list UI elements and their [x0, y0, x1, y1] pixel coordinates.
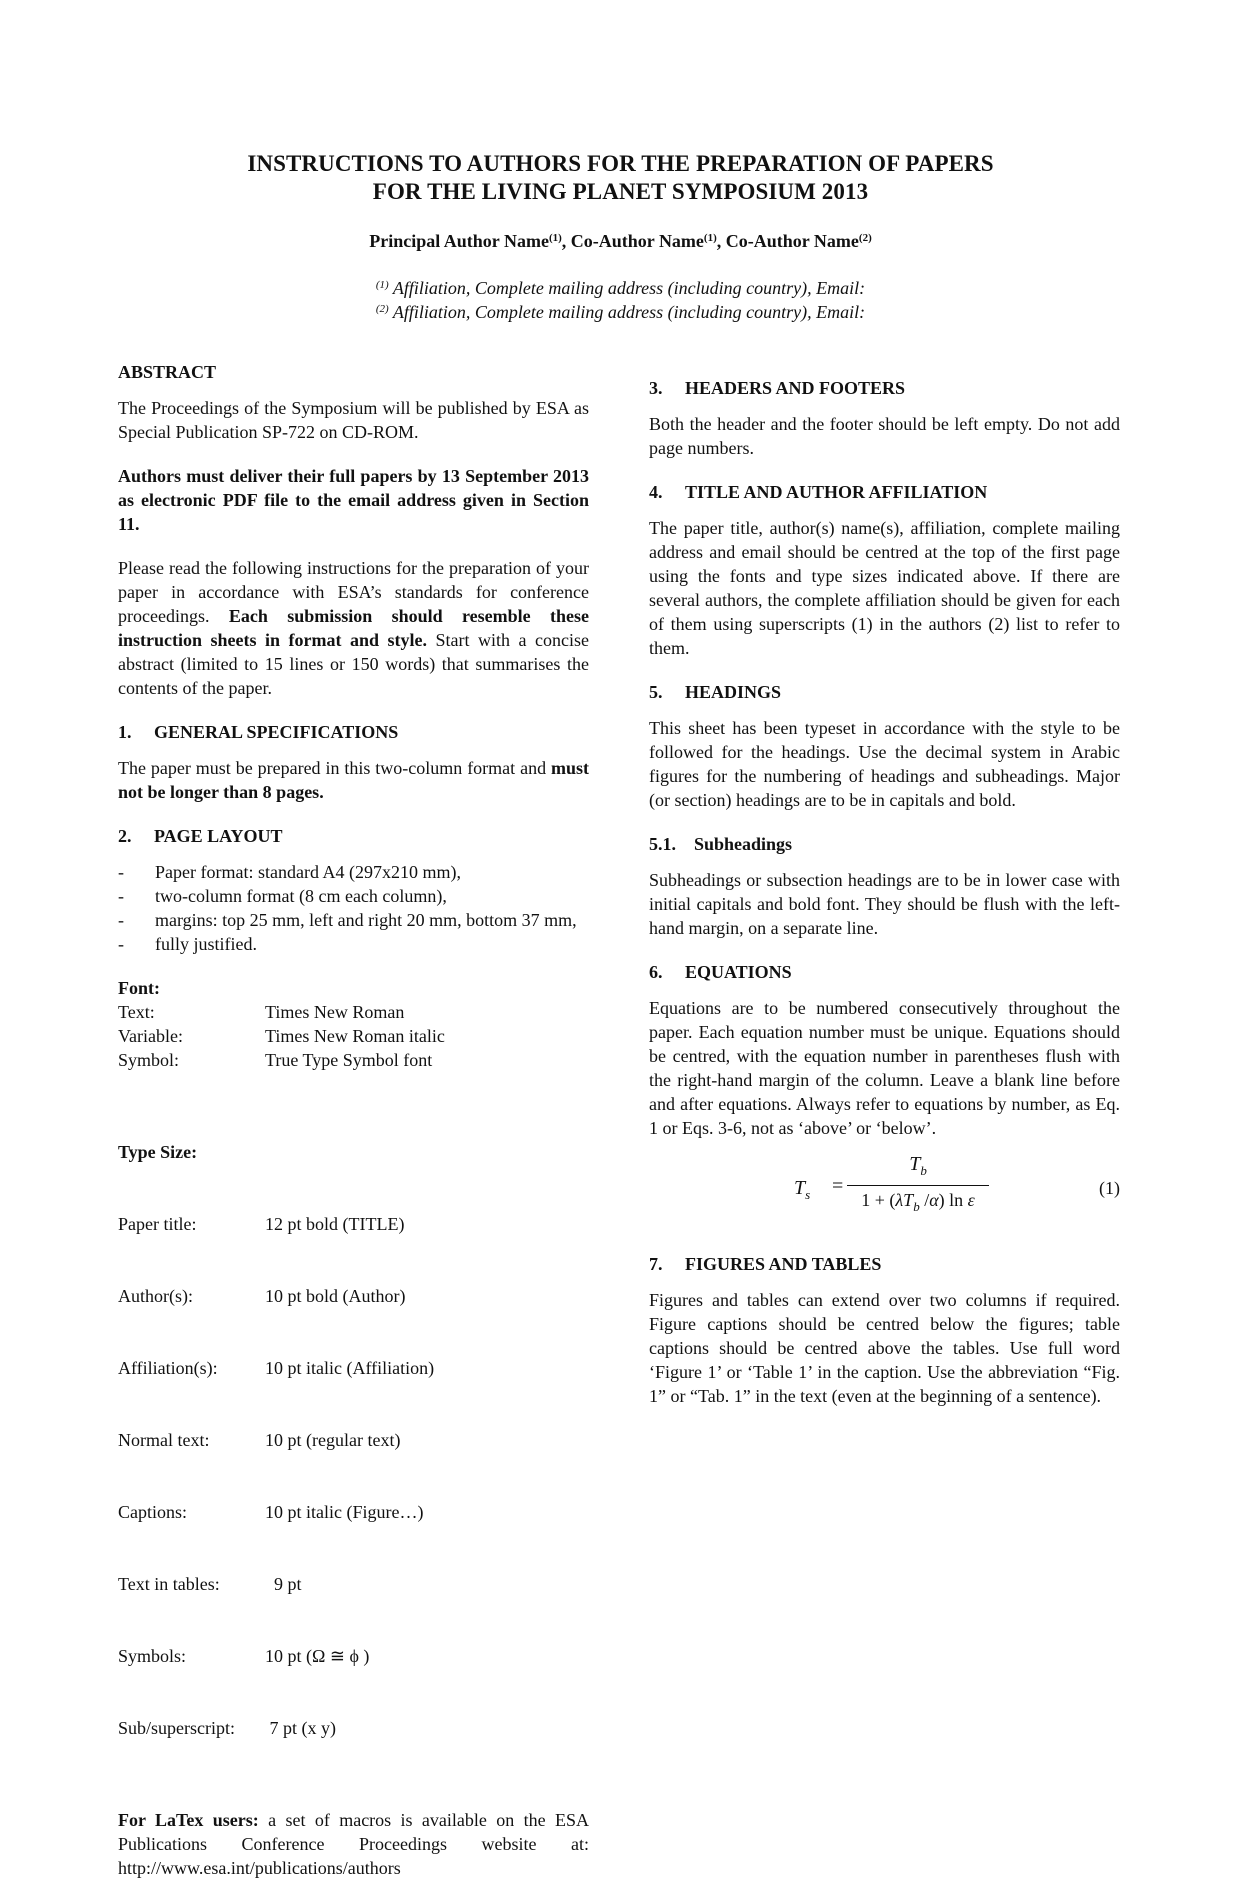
section-number: 2.: [118, 826, 132, 846]
affiliation-text: Affiliation, Complete mailing address (including country), Email:: [388, 302, 866, 322]
spec-value: 9 pt: [265, 1574, 302, 1594]
type-size-row: [118, 1500, 589, 1524]
equation-text: /: [919, 1190, 930, 1210]
spec-value: 10 pt (regular text): [265, 1430, 401, 1450]
abstract-paragraph-1: The Proceedings of the Symposium will be published by ESA as Special Publication SP-722 on CD-ROM.: [118, 398, 589, 442]
abstract-text: Start with a concise abstract (limited to 15 lines or 150 words) that summarises the contents of the paper.: [118, 630, 589, 698]
author-superscript: (2): [858, 232, 872, 244]
equation-symbol: ε: [967, 1190, 975, 1210]
section-3-paragraph: Both the header and the footer should be left empty. Do not add page numbers.: [649, 414, 1120, 458]
font-heading: Font:: [118, 978, 160, 998]
equation-numerator: [847, 1152, 989, 1186]
spec-key: Text in tables:: [118, 1574, 220, 1594]
section-title: TITLE AND AUTHOR AFFILIATION: [685, 482, 988, 502]
author-name: Co-Author Name: [725, 231, 859, 251]
author-name: Co-Author Name: [570, 231, 704, 251]
section-heading-1: [118, 720, 589, 744]
abstract-heading: ABSTRACT: [118, 362, 217, 382]
equation-symbol: λT: [895, 1190, 914, 1210]
author-separator: ,: [716, 231, 726, 251]
author-superscript: (1): [548, 232, 562, 244]
spec-value: 7 pt (x y): [265, 1718, 336, 1738]
dash-bullet: -: [118, 886, 124, 906]
equation-number: (1): [1099, 1178, 1120, 1198]
type-size-row: [118, 1428, 589, 1452]
spec-key: Text:: [118, 1002, 155, 1022]
list-item-text: fully justified.: [155, 934, 257, 954]
section-heading-7: [649, 1252, 1120, 1276]
list-item: [118, 932, 589, 956]
paper-title-line-2: FOR THE LIVING PLANET SYMPOSIUM 2013: [372, 179, 869, 204]
font-spec-row: [118, 1048, 589, 1072]
list-item-text: two-column format (8 cm each column),: [155, 886, 447, 906]
section-title: HEADERS AND FOOTERS: [685, 378, 906, 398]
affiliations: [0, 276, 1241, 324]
equation-subscript: b: [913, 1199, 920, 1214]
page-layout-list: [118, 860, 589, 956]
spec-value: True Type Symbol font: [265, 1050, 433, 1070]
affiliation-text: Affiliation, Complete mailing address (including country), Email:: [388, 278, 866, 298]
latex-text[interactable]: a set of macros is available on the ESA Publications Conference Proceedings website at: http://www.esa.int/publications/authors: [118, 1810, 589, 1878]
spec-key: Sub/superscript:: [118, 1718, 235, 1738]
section-number: 6.: [649, 962, 663, 982]
section-7-paragraph: Figures and tables can extend over two columns if required. Figure captions should be centred below the figures; table captions should be centred above the tables. Use full word ‘Figure 1’ or ‘Table 1’ in the caption. Use the abbreviation “Fig. 1” or “Tab. 1” in the text (even at the beginning of a sentence).: [649, 1290, 1120, 1406]
type-size-row: [118, 1284, 589, 1308]
equation-denominator: [847, 1186, 989, 1219]
equation-fraction: [847, 1152, 989, 1219]
font-spec-row: [118, 1024, 589, 1048]
spec-key: Variable:: [118, 1026, 183, 1046]
left-column: [118, 360, 589, 1900]
author-superscript: (1): [703, 232, 717, 244]
type-size-block: [118, 1092, 589, 1788]
equation-lhs: [794, 1176, 810, 1207]
section-title: PAGE LAYOUT: [154, 826, 283, 846]
abstract-deadline-paragraph: Authors must deliver their full papers by 13 September 2013 as electronic PDF file to the email address given in Section 11.: [118, 466, 589, 534]
section-title: HEADINGS: [685, 682, 782, 702]
section-number: 3.: [649, 378, 663, 398]
abstract-paragraph-3: [118, 556, 589, 700]
spec-key: Captions:: [118, 1502, 188, 1522]
section-text: The paper must be prepared in this two-column format and: [118, 758, 551, 778]
list-item-text: margins: top 25 mm, left and right 20 mm, bottom 37 mm,: [155, 910, 577, 930]
type-size-row: [118, 1644, 589, 1668]
section-title: FIGURES AND TABLES: [685, 1254, 882, 1274]
spec-key: Author(s):: [118, 1286, 193, 1306]
section-5-paragraph: This sheet has been typeset in accordance with the style to be followed for the headings. Use the decimal system in Arabic figures for the numbering of headings and subheadings. Major (or section) headings are to be in capitals and bold.: [649, 718, 1120, 810]
spec-value: Times New Roman italic: [265, 1026, 445, 1046]
section-emphasis: must not be longer than 8 pages.: [118, 758, 589, 802]
spec-value: 10 pt italic (Affiliation): [265, 1358, 435, 1378]
section-1-paragraph: [118, 756, 589, 804]
equation-1: [649, 1152, 1120, 1228]
subsection-title: Subheadings: [694, 834, 793, 854]
equation-text: 1 + (: [861, 1190, 896, 1210]
section-title: GENERAL SPECIFICATIONS: [154, 722, 399, 742]
section-number: 7.: [649, 1254, 663, 1274]
subsection-5-1-paragraph: Subheadings or subsection headings are to be in lower case with initial capitals and bold font. They should be flush with the left-hand margin, on a separate line.: [649, 870, 1120, 938]
affiliation-line: [0, 300, 1241, 324]
equation-subscript: s: [805, 1187, 811, 1202]
dash-bullet: -: [118, 934, 124, 954]
equation-subscript: b: [920, 1163, 927, 1178]
type-size-row: [118, 1572, 589, 1596]
latex-label: For LaTex users:: [118, 1810, 259, 1830]
spec-key: Symbol:: [118, 1050, 180, 1070]
type-size-row: [118, 1716, 589, 1740]
paper-title: [0, 150, 1241, 206]
spec-value: 10 pt bold (Author): [265, 1286, 406, 1306]
section-heading-2: [118, 824, 589, 848]
author-name: Principal Author Name: [369, 231, 549, 251]
spec-key: Normal text:: [118, 1430, 210, 1450]
section-number: 4.: [649, 482, 663, 502]
spec-value: 10 pt (Ω ≅ ϕ ): [265, 1646, 370, 1666]
spec-key: Affiliation(s):: [118, 1358, 218, 1378]
subsection-number: 5.1.: [649, 834, 676, 854]
abstract-emphasis: Each submission should resemble these instruction sheets in format and style.: [118, 606, 590, 650]
list-item: [118, 860, 589, 884]
spec-value: 10 pt italic (Figure…): [265, 1502, 424, 1522]
type-size-heading: Type Size:: [118, 1142, 198, 1162]
section-number: 5.: [649, 682, 663, 702]
list-item: [118, 908, 589, 932]
spec-value: Times New Roman: [265, 1002, 405, 1022]
spec-key: Paper title:: [118, 1214, 197, 1234]
type-size-row: [118, 1356, 589, 1380]
section-4-paragraph: The paper title, author(s) name(s), affiliation, complete mailing address and email should be centred at the top of the first page using the fonts and type sizes indicated above. If there are several authors, the complete affiliation should be given for each of them using superscripts (1) in the authors (2) list to refer to them.: [649, 518, 1120, 658]
font-spec-block: [118, 976, 589, 1072]
latex-paragraph: [118, 1808, 589, 1880]
spec-value: 12 pt bold (TITLE): [265, 1214, 405, 1234]
affiliation-superscript: (2): [375, 303, 389, 315]
section-6-paragraph: Equations are to be numbered consecutively throughout the paper. Each equation number must be unique. Equations should be centred, with the equation number in parentheses flush with the right-hand margin of the column. Leave a blank line before and after equations. Always refer to equations by number, as Eq. 1 or Eqs. 3-6, not as ‘above’ or ‘below’.: [649, 998, 1120, 1138]
spec-key: Symbols:: [118, 1646, 187, 1666]
font-spec-row: [118, 1000, 589, 1024]
section-heading-6: [649, 960, 1120, 984]
subsection-heading-5-1: [649, 832, 1120, 856]
section-heading-3: [649, 376, 1120, 400]
equation-symbol: T: [909, 1153, 921, 1175]
section-number: 1.: [118, 722, 132, 742]
affiliation-superscript: (1): [375, 279, 389, 291]
affiliation-line: [0, 276, 1241, 300]
paper-title-line-1: INSTRUCTIONS TO AUTHORS FOR THE PREPARATION OF PAPERS: [247, 151, 994, 176]
author-separator: ,: [561, 231, 571, 251]
equation-symbol: T: [794, 1177, 806, 1199]
type-size-row: [118, 1212, 589, 1236]
equals-sign: =: [832, 1175, 844, 1197]
equation-text: ) ln: [938, 1190, 968, 1210]
list-item-text: Paper format: standard A4 (297x210 mm),: [155, 862, 461, 882]
dash-bullet: -: [118, 862, 124, 882]
section-heading-5: [649, 680, 1120, 704]
right-column: [649, 376, 1120, 1428]
section-title: EQUATIONS: [685, 962, 792, 982]
abstract-text: Please read the following instructions for the preparation of your paper in accordance with ESA’s standards for conference proceedings.: [118, 558, 589, 626]
author-list: [0, 230, 1241, 252]
section-heading-4: [649, 480, 1120, 504]
equation-symbol: α: [929, 1190, 939, 1210]
list-item: [118, 884, 589, 908]
dash-bullet: -: [118, 910, 124, 930]
